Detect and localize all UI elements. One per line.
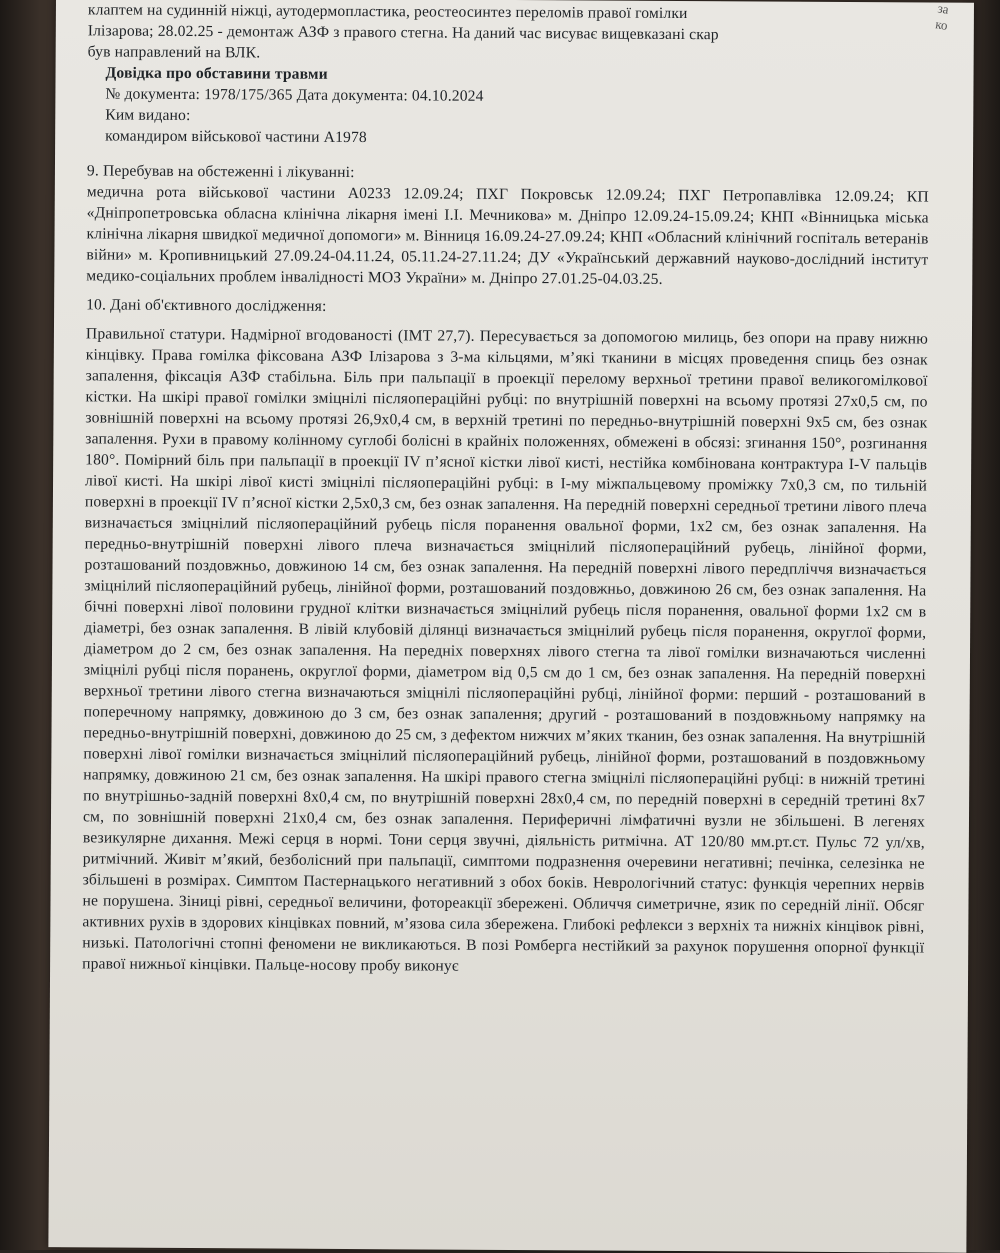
certificate-issued-label: Ким видано: — [105, 106, 191, 125]
intro-line-1: клаптем на судинній ніжці, аутодермопластика, реостеосинтез переломів правої гомілки — [87, 1, 688, 23]
certificate-title: Довідка про обставини травми — [105, 64, 328, 83]
intro-line-3: був направлений на ВЛК. — [87, 43, 261, 62]
section-9-text: медична рота військової частини А0233 12.09.24; ПХГ Покровськ 12.09.24; ПХГ Петропавлівка 12.09.24; КП «Дніпропетровська обласна клінічна лікарня імені І.І. Мечникова» м. Дніпро 12.09.24-15.09.24; КНП «Вінницька міська клінічна лікарня швидкої медичної допомоги» м. Вінниця 16.09.24-27.09.24; КНП «Обласний клінічний госпіталь ветеранів війни» м. Кропивницький 27.09.24-04.11.24, 05.11.24-27.11.24; ДУ «Український державний науково-дослідний інститут медико-соціальних проблем інвалідності МОЗ України» м. Дніпро 27.01.25-04.03.25. — [86, 183, 929, 288]
section-9-heading: 9. Перебував на обстеженні і лікуванні: — [86, 162, 355, 182]
section-10-text: Правильної статури. Надмірної вгодованості (ІМТ 27,7). Пересувається за допомогою милиць, без опори на праву нижню кінцівку. Права гомілка фіксована АЗФ Ілізарова з 3-ма кільцями, м’які тканини в місцях проведення спиць без ознак запалення, фіксація АЗФ стабільна. Біль при пальпації в проекції перелому верхньої третини правої великогомілкової кістки. На шкірі правої гомілки зміцнілі післяопераційні рубці: по внутрішній поверхні на всьому протязі 27х0,5 см, по зовнішній поверхні на всьому протязі 26,9х0,4 см, в верхній третині по передньо-внутрішній поверхні 9х5 см, без ознак запалення. Рухи в правому колінному суглобі болісні в крайніх положеннях, обмежені в обсязі: згинання 150°, розгинання 180°. Помірний біль при пальпації в проекції IV п’ясної кістки лівої кисті, нестійка комбінована контрактура I-V пальців лівої кисті. На шкірі лівої кисті зміцнілі післяопераційні рубці: в I-му міжпальцевому проміжку 7х0,3 см, по тильній поверхні в проекції IV п’ясної кістки 2,5х0,3 см, без ознак запалення. На передній поверхні середньої третини лівого плеча визначається зміцнілий післяопераційний рубець після поранення овальної форми, 1х2 см, без ознак запалення. На передньо-внутрішній поверхні лівого плеча визначається зміцнілий післяопераційний рубець, лінійної форми, розташований поздовжньо, довжиною 14 см, без ознак запалення. На передній поверхні лівого передпліччя визначається зміцнілий післяопераційний рубець, лінійної форми, розташований поздовжньо, довжиною 26 см, без ознак запалення. На бічні поверхні лівої половини грудної клітки визначається зміцнілий рубець після поранення, овальної форми 1х2 см в діаметрі, без ознак запалення. В лівій клубовій ділянці визначається зміцнілий рубець після поранення, округлої форми, діаметром до 2 см, без ознак запалення. На передніх поверхнях лівого стегна та лівої гомілки визначаються численні зміцнілі рубці після поранень, округлої форми, діаметром від 0,5 см до 1 см, без ознак запалення. На передній поверхні верхньої третини лівого стегна визначаються зміцнілі післяопераційні рубці, лінійної форми: перший - розташований в поперечному напрямку, довжиною до 3 см, без ознак запалення; другий - розташований в поздовжньому напрямку на передньо-внутрішній поверхні, довжиною до 25 см, з дефектом нижчих м’яких тканин, без ознак запалення. На внутрішній поверхні лівої гомілки визначається зміцнілий післяопераційний рубець, лінійної форми, розташований в поздовжньому напрямку, довжиною 21 см, без ознак запалення. На шкірі правого стегна зміцнілі післяопераційні рубці: в нижній третині по внутрішньо-задній поверхні 8х0,4 см, по внутрішній поверхні 28х0,4 см, по передній поверхні в середній третині 8х7 см, по зовнішній поверхні 21х0,4 см, без ознак запалення. Периферичні лімфатичні вузли не збільшені. В легенях везикулярне дихання. Межі серця в нормі. Тони серця звучні, діяльність ритмічна. АТ 120/80 мм.рт.ст. Пульс 72 ул/хв, ритмічний. Живіт м’який, безболісний при пальпації, симптоми подразнення очеревини негативні; печінка, селезінка не збільшені в розмірах. Симптом Пастернацького негативний з обох боків. Неврологічний статус: функція черепних нервів не порушена. Зіниці рівні, середньої величини, фотореакції збережені. Обличчя симетричне, язик по середній лінії. Обсяг активних рухів в здорових кінцівках повний, м’язова сила збережена. Глибокі рефлекси з верхніх та нижніх кінцівок рівні, низькі. Патологічні стопні феномени не викликаються. В позі Ромберга нестійкий за рахунок порушення опорної функції правої нижньої кінцівки. Пальце-носову пробу виконує — [82, 325, 928, 975]
corner-text-1: за — [936, 0, 950, 17]
section-10-heading: 10. Дані об'єктивного дослідження: — [86, 296, 327, 315]
document-body — [82, 0, 930, 980]
corner-text-2: ко — [934, 16, 949, 33]
certificate-doc-line: № документа: 1978/175/365 Дата документа: 04.10.2024 — [105, 85, 484, 105]
intro-line-2: Ілізарова; 28.02.25 - демонтаж АЗФ з правого стегна. На даний час висуває вищевказані скар — [87, 22, 719, 44]
document-page — [48, 0, 974, 1253]
certificate-issued-value: командиром військової частини А1978 — [105, 127, 367, 147]
page-corner-note — [933, 0, 972, 45]
